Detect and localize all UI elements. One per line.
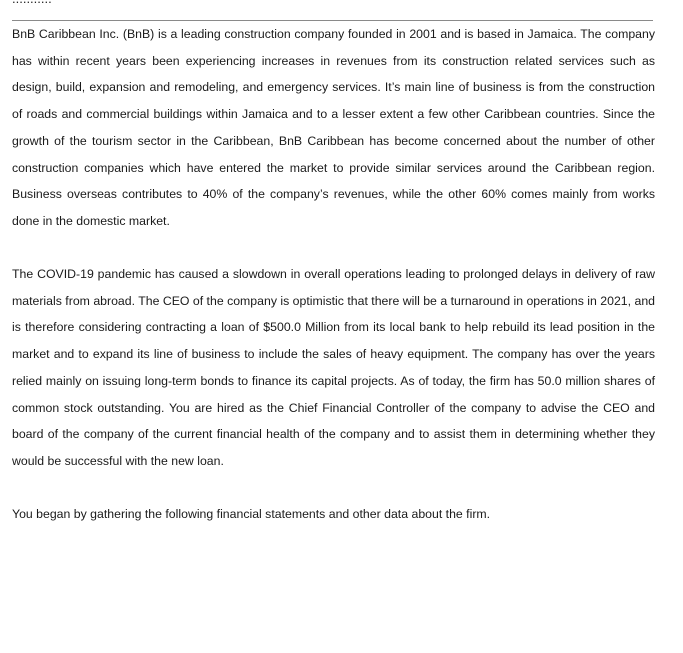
paragraph-company-overview: BnB Caribbean Inc. (BnB) is a leading construction company founded in 2001 and is based in Jamaica. The company has within recent years been experiencing increases in revenues from its construction related services such as design, build, expansion and remodeling, and emergency services. It’s main line of business is from the construction of roads and commercial buildings within Jamaica and to a lesser extent a few other Caribbean countries. Since the growth of the tourism sector in the Caribbean, BnB Caribbean has become concerned about the number of other construction companies which have entered the market to provide similar services around the Caribbean region. Business overseas contributes to 40% of the company’s revenues, while the other 60% comes mainly from works done in the domestic market. — [12, 27, 655, 228]
paragraph-data-gathering: You began by gathering the following financial statements and other data about the firm. — [12, 507, 491, 521]
document-page — [12, 0, 655, 521]
paragraph-covid-impact: The COVID-19 pandemic has caused a slowdown in overall operations leading to prolonged delays in delivery of raw materials from abroad. The CEO of the company is optimistic that there will be a turnaround in operations in 2021, and is therefore considering contracting a loan of $500.0 Million from its local bank to help rebuild its lead position in the market and to expand its line of business to include the sales of heavy equipment. The company has over the years relied mainly on issuing long-term bonds to finance its capital projects. As of today, the firm has 50.0 million shares of common stock outstanding. You are hired as the Chief Financial Controller of the company to advise the CEO and board of the company of the current financial health of the company and to assist them in determining whether they would be successful with the new loan. — [12, 267, 655, 468]
clipped-header-fragment — [12, 0, 52, 6]
clipped-header-text — [12, 0, 655, 6]
